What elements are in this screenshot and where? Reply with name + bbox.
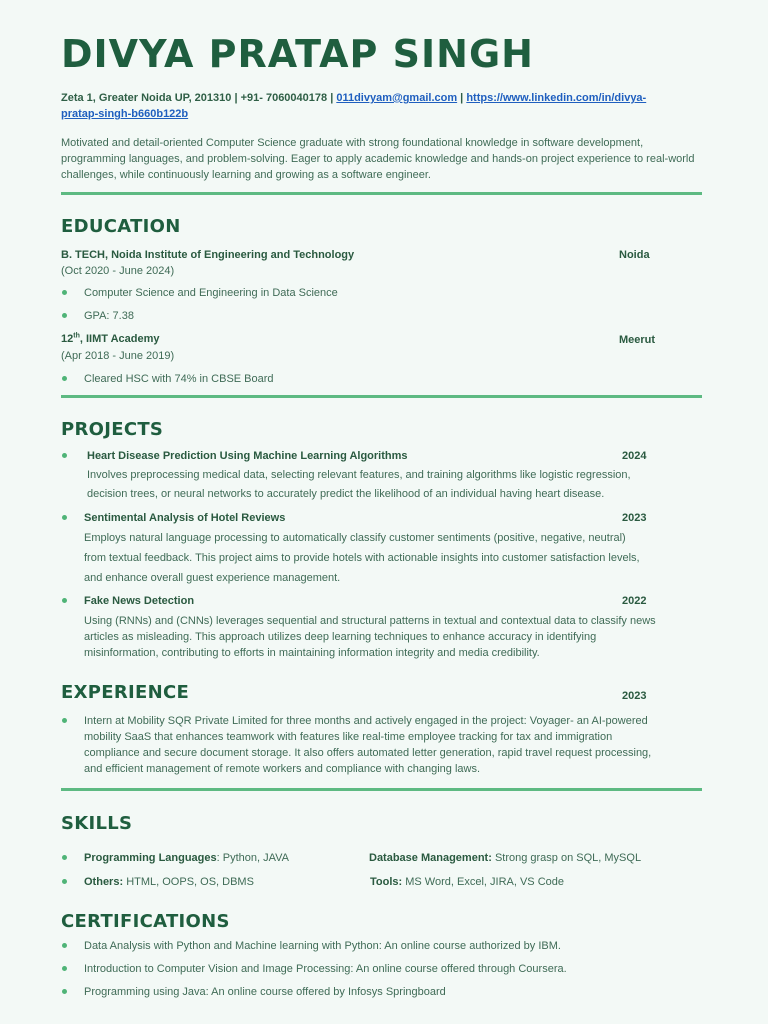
skills-heading: SKILLS — [61, 813, 133, 834]
skill-item: Programming Languages: Python, JAVA — [84, 852, 290, 864]
education-heading: EDUCATION — [61, 216, 181, 237]
bullet-icon — [62, 855, 67, 860]
project-description: Using (RNNs) and (CNNs) leverages sequential and structural patterns in textual and contextual data to classify news articles as misleading. This approach utilizes deep learning techniques to enhance accuracy in identifying misinformation, contributing to efforts in maintaining information integrity and media credibility. — [84, 615, 656, 659]
contact-text: Zeta 1, Greater Noida UP, 201310 | +91- 7060040178 | — [61, 92, 337, 104]
skill-item: Tools: MS Word, Excel, JIRA, VS Code — [370, 876, 564, 888]
bullet-icon — [62, 966, 67, 971]
project-year: 2023 — [622, 512, 647, 524]
contact-separator: | — [457, 92, 467, 104]
certification-item: Programming using Java: An online course offered by Infosys Springboard — [84, 986, 446, 998]
certification-item: Data Analysis with Python and Machine learning with Python: An online course authorized by IBM. — [84, 940, 561, 952]
education-title: 12th, IIMT Academy — [61, 332, 160, 345]
bullet-icon — [62, 313, 67, 318]
education-dates: (Oct 2020 - June 2024) — [61, 265, 175, 277]
bullet-icon — [62, 879, 67, 884]
project-description: Employs natural language processing to automatically classify customer sentiments (positive, negative, neutral) from textual feedback. This project aims to provide hotels with actionable insights into customer satisfaction levels, and enhance overall guest experience management. — [84, 532, 640, 584]
project-year: 2022 — [622, 595, 647, 607]
bullet-icon — [62, 515, 67, 520]
skill-item: Others: HTML, OOPS, OS, DBMS — [84, 876, 254, 888]
project-title: Fake News Detection — [84, 595, 195, 607]
bullet-icon — [62, 718, 67, 723]
linkedin-link[interactable]: https://www.linkedin.com/in/divya-pratap-singh-b660b122b — [61, 92, 647, 120]
bullet-icon — [62, 290, 67, 295]
education-bullet: Computer Science and Engineering in Data Science — [84, 287, 338, 299]
education-bullet: GPA: 7.38 — [84, 310, 134, 322]
education-location: Meerut — [619, 334, 656, 346]
project-description: Involves preprocessing medical data, selecting relevant features, and training algorithms like logistic regression, decision trees, or neural networks to accurately predict the likelihood of an individual having heart disease. — [87, 469, 631, 500]
project-title: Heart Disease Prediction Using Machine Learning Algorithms — [87, 450, 408, 462]
bullet-icon — [62, 989, 67, 994]
contact-line — [61, 90, 681, 122]
bullet-icon — [62, 598, 67, 603]
education-bullet: Cleared HSC with 74% in CBSE Board — [84, 373, 274, 385]
project-title: Sentimental Analysis of Hotel Reviews — [84, 512, 286, 524]
skill-item: Database Management: Strong grasp on SQL, MySQL — [369, 852, 642, 864]
summary-paragraph: Motivated and detail-oriented Computer Science graduate with strong foundational knowledge in software development, programming languages, and problem-solving. Eager to apply academic knowledge and hands-on project experience to real-world challenges, while continuously learning and growing as a software engineer. — [61, 137, 695, 181]
project-year: 2024 — [622, 450, 647, 462]
section-divider — [61, 395, 702, 398]
email-link[interactable]: 011divyam@gmail.com — [336, 92, 458, 104]
section-divider — [61, 192, 702, 195]
education-location: Noida — [619, 249, 650, 261]
certifications-heading: CERTIFICATIONS — [61, 911, 230, 932]
bullet-icon — [62, 376, 67, 381]
section-divider — [61, 788, 702, 791]
projects-heading: PROJECTS — [61, 419, 164, 440]
bullet-icon — [62, 453, 67, 458]
certification-item: Introduction to Computer Vision and Image Processing: An online course offered through Coursera. — [84, 963, 567, 975]
experience-year: 2023 — [622, 690, 647, 702]
education-title: B. TECH, Noida Institute of Engineering and Technology — [61, 249, 355, 261]
bullet-icon — [62, 943, 67, 948]
experience-heading: EXPERIENCE — [61, 682, 190, 703]
experience-description: Intern at Mobility SQR Private Limited for three months and actively engaged in the project: Voyager- an AI-powered mobility SaaS that enhances teamwork with features like real-time employee tracking for tax and immigration compliance and secure document storage. It also offers automated letter generation, rapid travel request processing, and efficient management of remote workers and compliance with changing laws. — [84, 715, 652, 775]
education-dates: (Apr 2018 - June 2019) — [61, 350, 175, 362]
candidate-name: DIVYA PRATAP SINGH — [61, 32, 534, 76]
